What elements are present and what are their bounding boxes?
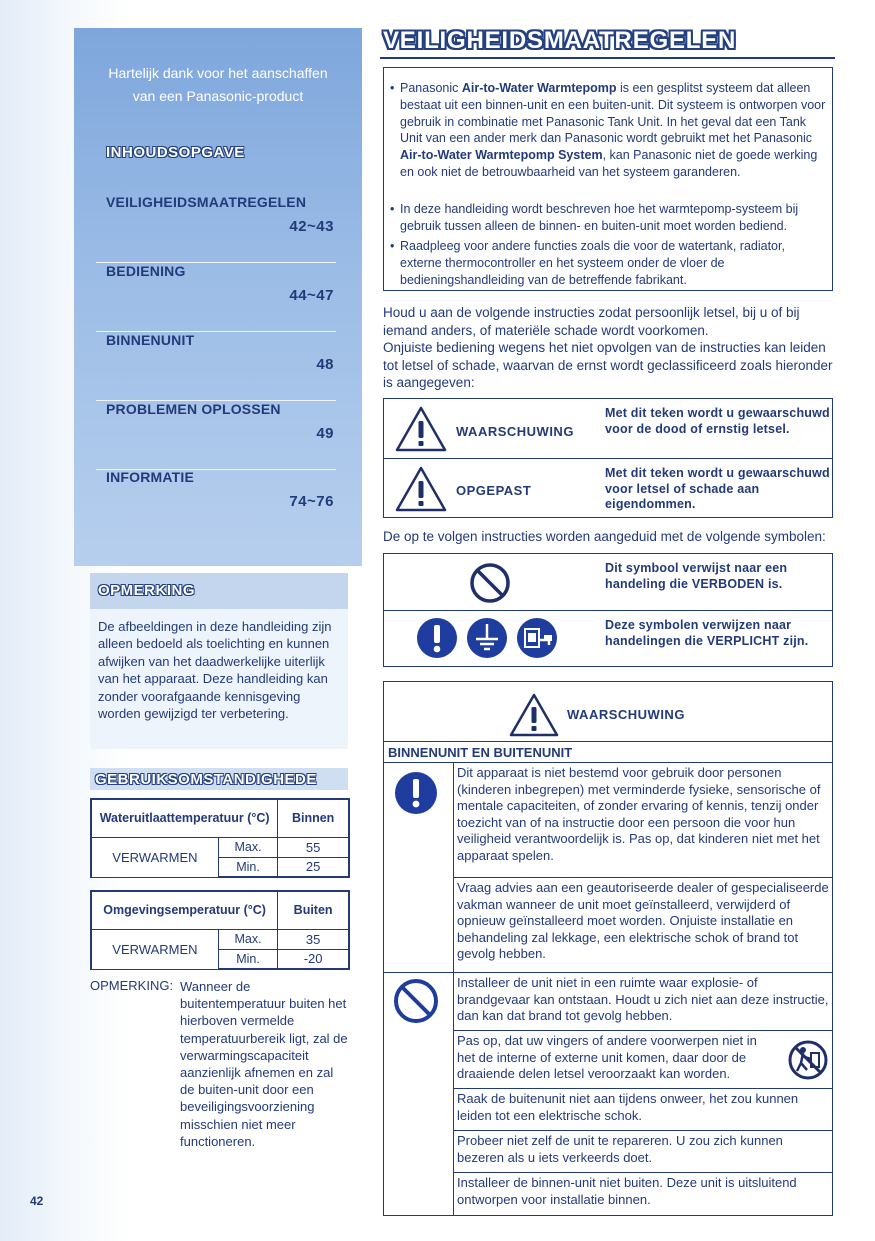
page-title: VEILIGHEIDSMAATREGELEN: [383, 27, 737, 54]
level-warning: [384, 399, 832, 459]
min-label: Min.: [218, 949, 277, 969]
symbol-prohibited-row: [384, 554, 832, 610]
conditions-note-text: Wanneer de buitentemperatuur buiten het hierboven vermelde temperatuurbereik ligt, zal de verwarmingscapaciteit aanzienlijk afnemen en zal de buiten-unit door een beveiligingsvoorziening misschien niet meer functioneren.: [180, 979, 348, 1149]
sidebar: [74, 28, 362, 566]
mandatory-icon: [394, 771, 438, 815]
prohibition-icon: [469, 562, 511, 604]
toc-label: PROBLEMEN OPLOSSEN: [106, 401, 281, 417]
title-divider: [380, 57, 835, 59]
warning-item: Probeer niet zelf de unit te repareren. U zou zich kunnen bezeren als u iets verkeerds doet.: [454, 1130, 832, 1172]
toc-entry-informatie[interactable]: [96, 469, 336, 538]
instruction-paragraph: Houd u aan de volgende instructies zodat persoonlijk letsel, bij u of bij iemand anders, of materiële schade wordt voorkomen. Onjuiste bediening wegens het niet opvolgen van de instructies kan leiden tot letsel of schade, waarvan de ernst wordt geclassificeerd zoals hieronder is aangegeven:: [383, 305, 833, 391]
earth-ground-icon: [466, 617, 508, 659]
conditions-note-label: OPMERKING:: [90, 978, 174, 993]
max-value: 35: [278, 929, 349, 949]
toc-page: 42~43: [289, 218, 334, 235]
warning-box: [383, 681, 833, 1216]
note-body: [90, 609, 348, 749]
mandatory-icon: [416, 617, 458, 659]
table-column-header: Binnen: [278, 799, 349, 837]
min-value: 25: [278, 857, 349, 877]
prohibition-icon: [393, 978, 439, 1024]
intro-bullet: • Raadpleeg voor andere functies zoals die voor de watertank, radiator, externe thermocontroller en het systeem onder de vloer de bedieningshandleiding van de betreffende fabrikant.: [390, 239, 785, 287]
conditions-title: GEBRUIKSOMSTANDIGHEDE: [95, 771, 317, 788]
symbol-mandatory-row: [384, 611, 832, 667]
warning-item: Vraag advies aan een geautoriseerde dealer of gespecialiseerde vakman wanneer de unit moet geïnstalleerd, verwijderd of opnieuw geïnstalleerd moet worden. Onjuiste installatie en behandeling zal lekkage, een elektrische schok of brand tot gevolg hebben.: [454, 877, 832, 973]
table-column-header: Buiten: [278, 891, 349, 929]
min-label: Min.: [218, 857, 277, 877]
toc-title: INHOUDSOPGAVE: [106, 144, 245, 161]
level-desc: Met dit teken wordt u gewaarschuwd voor letsel of schade aan eigendommen.: [605, 466, 830, 512]
no-fingers-icon: [787, 1039, 829, 1081]
max-value: 55: [278, 837, 349, 857]
toc-label: BEDIENING: [106, 263, 186, 279]
toc-label: VEILIGHEIDSMAATREGELEN: [106, 194, 307, 210]
toc-label: INFORMATIE: [106, 469, 195, 485]
min-value: -20: [278, 949, 349, 969]
warning-triangle-icon: [509, 693, 559, 737]
max-label: Max.: [218, 929, 277, 949]
toc-page: 44~47: [289, 287, 334, 304]
bullet-dot: •: [390, 239, 395, 253]
toc-entry-veiligheidsmaatregelen[interactable]: [96, 194, 336, 263]
note-text: De afbeeldingen in deze handleiding zijn alleen bedoeld als toelichting en kunnen afwijken van het daadwerkelijke uiterlijk van het apparaat. Deze handleiding kan zonder voorafgaande kennisgeving worden gewijzigd ter verbetering.: [98, 619, 332, 722]
mode-cell: VERWARMEN: [91, 929, 218, 969]
symbol-desc: Dit symbool verwijst naar een handeling die VERBODEN is.: [605, 561, 788, 591]
symbols-box: [383, 553, 833, 667]
toc-entry-binnenunit[interactable]: [96, 332, 336, 401]
warning-item: Pas op, dat uw vingers of andere voorwerpen niet in het de interne of externe unit komen, daar door de draaiende delen letsel veroorzaakt kan worden.: [454, 1030, 832, 1089]
section-divider: [384, 972, 454, 973]
warning-tag: WAARSCHUWING: [567, 707, 685, 722]
symbol-desc: Deze symbolen verwijzen naar handelingen die VERPLICHT zijn.: [605, 618, 809, 648]
conditions-header: [90, 768, 348, 790]
unplug-icon: [516, 617, 558, 659]
note-header: [90, 573, 348, 609]
table-header: Omgevingsemperatuur (°C): [91, 891, 278, 929]
warning-item: Installeer de unit niet in een ruimte waar explosie- of brandgevaar kan ontstaan. Houdt u zich niet aan deze instructie, dan kan dat brand tot gevolg hebben.: [454, 972, 832, 1031]
level-desc: Met dit teken wordt u gewaarschuwd voor de dood of ernstig letsel.: [605, 406, 830, 436]
ambient-temp-table: [90, 890, 350, 970]
intro-bullet: • Panasonic Air-to-Water Warmtepomp is een gesplitst systeem dat alleen bestaat uit een binnen-unit en een buiten-unit. Dit systeem is ontworpen voor gebruik in combinatie met Panasonic Tank Unit. In het geval dat een Tank Unit van een ander merk dan Panasonic wordt gebruikt met het Panasonic Air-to-Water Warmtepomp System, kan Panasonic niet de goede werking en ook niet de betrouwbaarheid van het systeem garanderen.: [390, 81, 826, 179]
warning-subheading: BINNENUNIT EN BUITENUNIT: [384, 741, 832, 763]
warning-triangle-icon: [395, 406, 447, 452]
caution-triangle-icon: [395, 466, 447, 512]
level-caution: [384, 459, 832, 519]
warning-item: Raak de buitenunit niet aan tijdens onweer, het zou kunnen leiden tot een elektrische schok.: [454, 1088, 832, 1130]
thanks-text: Hartelijk dank voor het aanschaffen van een Panasonic-product: [108, 65, 328, 104]
toc-entry-problemen-oplossen[interactable]: [96, 401, 336, 470]
water-temp-table: [90, 798, 350, 878]
note-title: OPMERKING: [98, 582, 196, 599]
mode-cell: VERWARMEN: [91, 837, 218, 877]
toc-entry-bediening[interactable]: [96, 263, 336, 332]
bullet-dot: •: [390, 202, 395, 216]
warning-levels-box: [383, 398, 833, 518]
intro-box: [383, 67, 833, 291]
toc-page: 74~76: [289, 493, 334, 510]
toc-page: 49: [316, 425, 334, 442]
toc-label: BINNENUNIT: [106, 332, 195, 348]
level-tag: WAARSCHUWING: [456, 424, 574, 439]
page-number: 42: [30, 1194, 44, 1208]
level-tag: OPGEPAST: [456, 483, 532, 498]
intro-bullet: • In deze handleiding wordt beschreven hoe het warmtepomp-systeem bij gebruik tussen alleen de binnen- en buiten-unit moet worden bediend.: [390, 202, 799, 233]
table-header: Wateruitlaattemperatuur (°C): [91, 799, 278, 837]
max-label: Max.: [218, 837, 277, 857]
toc-page: 48: [316, 356, 334, 373]
symbols-intro: De op te volgen instructies worden aangeduid met de volgende symbolen:: [383, 529, 826, 544]
warning-item: Installeer de binnen-unit niet buiten. Deze unit is uitsluitend ontworpen voor installatie binnen.: [454, 1172, 832, 1216]
bullet-dot: •: [390, 81, 395, 95]
warning-item: Dit apparaat is niet bestemd voor gebruik door personen (kinderen inbegrepen) met verminderde fysieke, sensorische of mentale capaciteiten, of zonder ervaring of kennis, tenzij onder toezicht van of na instructie door een persoon die voor hun veiligheid verantwoordelijk is. Pas op, dat kinderen niet met het apparaat spelen.: [457, 765, 821, 863]
